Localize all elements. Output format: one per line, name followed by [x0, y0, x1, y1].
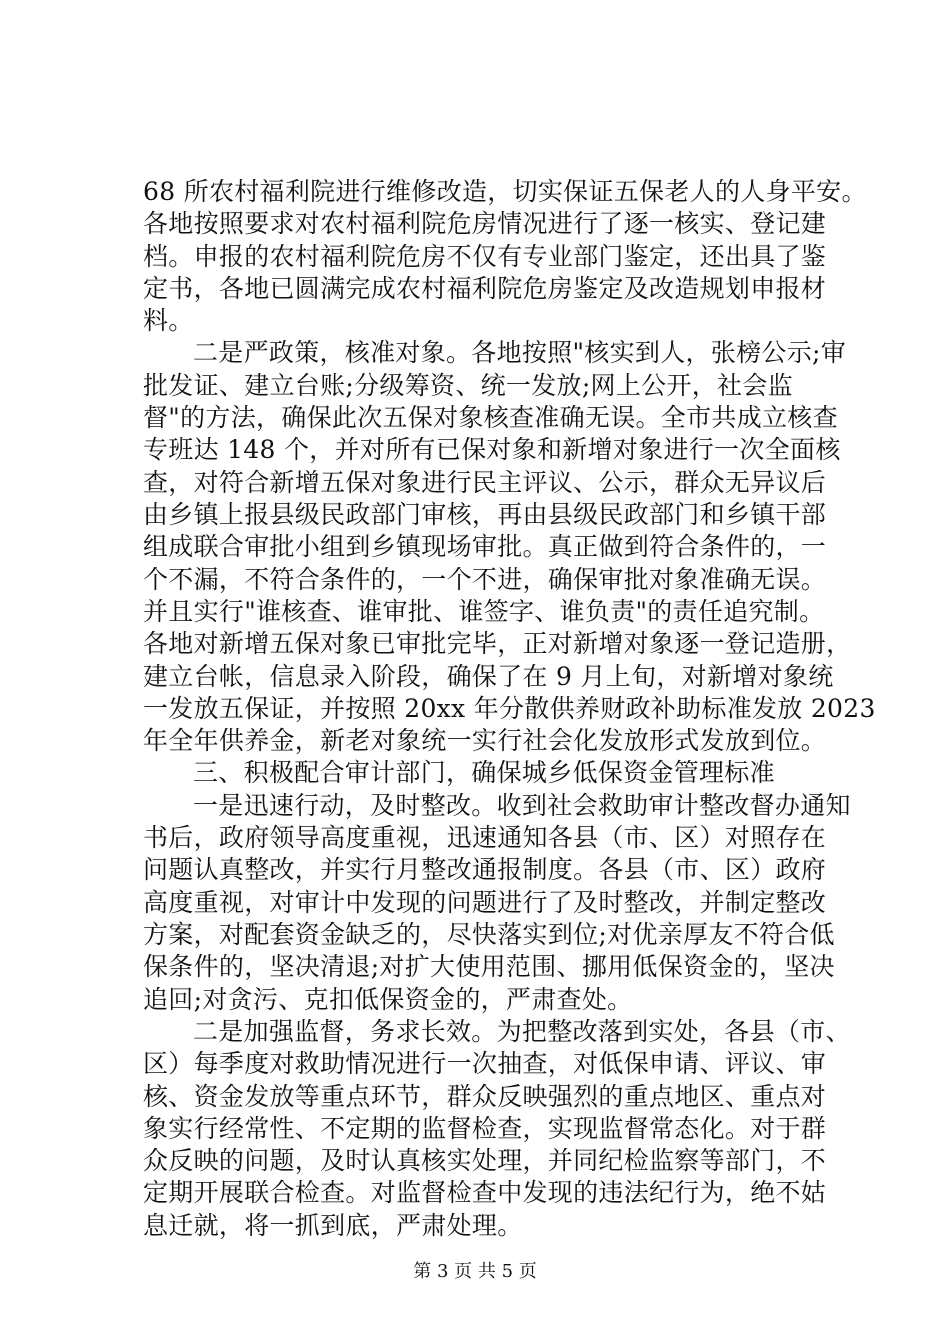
text-line: 督"的方法，确保此次五保对象核查准确无误。全市共成立核查: [143, 403, 838, 432]
text-line: 息迁就，将一抓到底，严肃处理。: [143, 1211, 523, 1240]
text-line: 核、资金发放等重点环节，群众反映强烈的重点地区、重点对: [143, 1082, 827, 1111]
text-line: 料。: [143, 306, 194, 335]
paragraph-start-line: 二是严政策，核准对象。各地按照"核实到人，张榜公示;审: [193, 338, 847, 367]
text-line: 查，对符合新增五保对象进行民主评议、公示，群众无异议后: [143, 468, 827, 497]
text-line: 各地按照要求对农村福利院危房情况进行了逐一核实、登记建: [143, 209, 827, 238]
text-line: 书后，政府领导高度重视，迅速通知各县（市、区）对照存在: [143, 823, 827, 852]
text-line: 追回;对贪污、克扣低保资金的，严肃查处。: [143, 985, 633, 1014]
text-line: 组成联合审批小组到乡镇现场审批。真正做到符合条件的，一: [143, 532, 827, 561]
text-line: 象实行经常性、不定期的监督检查，实现监督常态化。对于群: [143, 1114, 827, 1143]
text-line: 专班达 148 个，并对所有已保对象和新增对象进行一次全面核: [143, 435, 841, 464]
text-line: 档。申报的农村福利院危房不仅有专业部门鉴定，还出具了鉴: [143, 242, 827, 271]
text-line: 个不漏，不符合条件的，一个不进，确保审批对象准确无误。: [143, 565, 827, 594]
text-line: 问题认真整改，并实行月整改通报制度。各县（市、区）政府: [143, 855, 827, 884]
text-line: 由乡镇上报县级民政部门审核，再由县级民政部门和乡镇干部: [143, 500, 827, 529]
text-line: 建立台帐，信息录入阶段，确保了在 9 月上旬，对新增对象统: [143, 662, 834, 691]
text-line: 定期开展联合检查。对监督检查中发现的违法纪行为，绝不姑: [143, 1178, 827, 1207]
page-footer: 第 3 页 共 5 页: [413, 1261, 537, 1282]
text-line: 方案，对配套资金缺乏的，尽快落实到位;对优亲厚友不符合低: [143, 920, 835, 949]
text-line: 年全年供养金，新老对象统一实行社会化发放形式发放到位。: [143, 726, 827, 755]
text-line: 68 所农村福利院进行维修改造，切实保证五保老人的人身平安。: [143, 177, 867, 206]
text-line: 批发证、建立台账;分级筹资、统一发放;网上公开，社会监: [143, 371, 793, 400]
text-line: 各地对新增五保对象已审批完毕，正对新增对象逐一登记造册，: [143, 629, 852, 658]
text-line: 保条件的，坚决清退;对扩大使用范围、挪用低保资金的，坚决: [143, 952, 835, 981]
text-line: 并且实行"谁核查、谁审批、谁签字、谁负责"的责任追究制。: [143, 597, 825, 626]
section-heading: 三、积极配合审计部门，确保城乡低保资金管理标准: [193, 758, 775, 787]
text-line: 定书，各地已圆满完成农村福利院危房鉴定及改造规划申报材: [143, 274, 827, 303]
paragraph-start-line: 一是迅速行动，及时整改。收到社会救助审计整改督办通知: [193, 791, 851, 820]
text-line: 高度重视，对审计中发现的问题进行了及时整改，并制定整改: [143, 888, 827, 917]
text-line: 众反映的问题，及时认真核实处理，并同纪检监察等部门，不: [143, 1146, 827, 1175]
text-line: 区）每季度对救助情况进行一次抽查，对低保申请、评议、审: [143, 1049, 827, 1078]
text-line: 一发放五保证，并按照 20xx 年分散供养财政补助标准发放 2023: [143, 694, 876, 723]
paragraph-start-line: 二是加强监督，务求长效。为把整改落到实处，各县（市、: [193, 1017, 851, 1046]
